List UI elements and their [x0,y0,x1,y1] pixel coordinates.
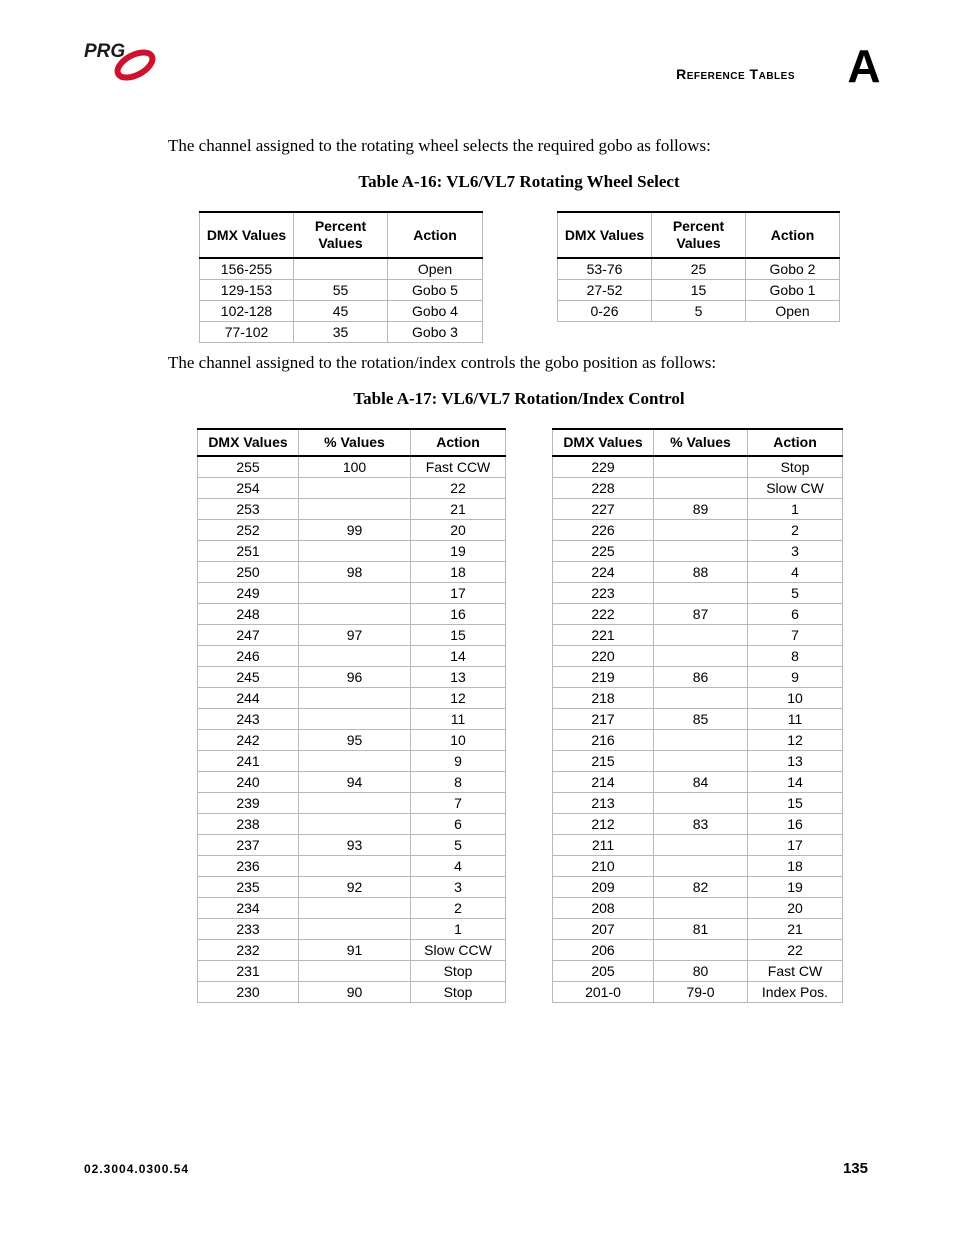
table-row [200,300,483,321]
percent-value-cell [654,519,748,540]
dmx-value-cell: 223 [553,582,654,603]
prg-logo [84,38,158,84]
dmx-value-cell: 243 [198,708,299,729]
action-cell: 14 [748,771,843,792]
dmx-value-cell: 207 [553,918,654,939]
table-row [553,960,843,981]
table-row [198,687,506,708]
action-cell: 12 [748,729,843,750]
table-row [198,750,506,771]
document-number: 02.3004.0300.54 [84,1162,190,1176]
table-row [553,750,843,771]
table-row [553,582,843,603]
table-row [200,279,483,300]
action-cell: 19 [748,876,843,897]
action-cell: 2 [411,897,506,918]
percent-value-cell: 45 [294,300,388,321]
table-row [198,603,506,624]
percent-value-cell: 81 [654,918,748,939]
dmx-value-cell: 221 [553,624,654,645]
percent-value-cell [654,540,748,561]
column-header: Percent Values [652,212,746,258]
table-row [198,792,506,813]
table-row [198,834,506,855]
table-row [553,540,843,561]
table-row [553,918,843,939]
action-cell: Stop [411,960,506,981]
dmx-value-cell: 214 [553,771,654,792]
percent-value-cell: 95 [299,729,411,750]
dmx-value-cell: 224 [553,561,654,582]
table-row [553,876,843,897]
percent-value-cell [299,813,411,834]
percent-value-cell [299,855,411,876]
percent-value-cell [299,708,411,729]
action-cell: 16 [411,603,506,624]
percent-value-cell: 86 [654,666,748,687]
table-row [553,456,843,477]
table-row [553,981,843,1002]
action-cell: 5 [411,834,506,855]
action-cell: 20 [411,519,506,540]
dmx-value-cell: 231 [198,960,299,981]
percent-value-cell [299,645,411,666]
table-row [198,498,506,519]
dmx-value-cell: 218 [553,687,654,708]
action-cell: 2 [748,519,843,540]
action-cell: 10 [411,729,506,750]
action-cell: 12 [411,687,506,708]
percent-value-cell [654,939,748,960]
dmx-value-cell: 255 [198,456,299,477]
action-cell: 5 [748,582,843,603]
action-cell: 7 [411,792,506,813]
action-cell: Gobo 3 [388,321,483,342]
section-title: Reference Tables [676,66,795,82]
table-16-caption: Table A-16: VL6/VL7 Rotating Wheel Select [358,172,680,191]
action-cell: 1 [411,918,506,939]
percent-value-cell [654,624,748,645]
table-16-left [199,211,483,343]
dmx-value-cell: 217 [553,708,654,729]
table-row [553,477,843,498]
action-cell: 11 [411,708,506,729]
dmx-value-cell: 220 [553,645,654,666]
dmx-value-cell: 238 [198,813,299,834]
page-number: 135 [842,1160,868,1177]
table-row [198,540,506,561]
action-cell: 16 [748,813,843,834]
dmx-value-cell: 77-102 [200,321,294,342]
dmx-value-cell: 201-0 [553,981,654,1002]
table-row [553,603,843,624]
percent-value-cell [654,855,748,876]
table-row [198,771,506,792]
table-row [198,939,506,960]
action-cell: 18 [411,561,506,582]
table-row [198,897,506,918]
percent-value-cell: 91 [299,939,411,960]
dmx-value-cell: 226 [553,519,654,540]
dmx-value-cell: 228 [553,477,654,498]
table-row [553,519,843,540]
dmx-value-cell: 209 [553,876,654,897]
column-header: DMX Values [553,429,654,456]
percent-value-cell [299,792,411,813]
percent-value-cell: 99 [299,519,411,540]
action-cell: 4 [411,855,506,876]
dmx-value-cell: 249 [198,582,299,603]
table-row [553,708,843,729]
dmx-value-cell: 129-153 [200,279,294,300]
percent-value-cell: 79-0 [654,981,748,1002]
percent-value-cell [299,897,411,918]
percent-value-cell: 92 [299,876,411,897]
table-17-left [197,428,506,1003]
table-row [198,624,506,645]
dmx-value-cell: 248 [198,603,299,624]
dmx-value-cell: 27-52 [558,279,652,300]
dmx-value-cell: 0-26 [558,300,652,321]
action-cell: 9 [748,666,843,687]
action-cell: 8 [411,771,506,792]
action-cell: 17 [411,582,506,603]
action-cell: 17 [748,834,843,855]
action-cell: 15 [411,624,506,645]
action-cell: Gobo 5 [388,279,483,300]
action-cell: 4 [748,561,843,582]
table-row [198,645,506,666]
dmx-value-cell: 244 [198,687,299,708]
percent-value-cell [299,687,411,708]
percent-value-cell [654,792,748,813]
action-cell: 21 [748,918,843,939]
percent-value-cell [654,456,748,477]
table-row [200,258,483,279]
percent-value-cell: 96 [299,666,411,687]
appendix-letter: A [847,40,881,92]
column-header: Percent Values [294,212,388,258]
percent-value-cell [654,750,748,771]
percent-value-cell [654,729,748,750]
action-cell: Gobo 1 [746,279,840,300]
percent-value-cell: 93 [299,834,411,855]
action-cell: 10 [748,687,843,708]
percent-value-cell [654,477,748,498]
action-cell: 6 [411,813,506,834]
table-row [553,855,843,876]
percent-value-cell [299,582,411,603]
table-row [553,792,843,813]
percent-value-cell: 83 [654,813,748,834]
action-cell: Slow CCW [411,939,506,960]
dmx-value-cell: 212 [553,813,654,834]
column-header: DMX Values [198,429,299,456]
dmx-value-cell: 219 [553,666,654,687]
percent-value-cell: 80 [654,960,748,981]
action-cell: 20 [748,897,843,918]
percent-value-cell: 98 [299,561,411,582]
dmx-value-cell: 251 [198,540,299,561]
dmx-value-cell: 213 [553,792,654,813]
dmx-value-cell: 236 [198,855,299,876]
action-cell: Gobo 2 [746,258,840,279]
action-cell: Stop [411,981,506,1002]
dmx-value-cell: 240 [198,771,299,792]
action-cell: 14 [411,645,506,666]
column-header: Action [388,212,483,258]
percent-value-cell [299,498,411,519]
dmx-value-cell: 253 [198,498,299,519]
dmx-value-cell: 254 [198,477,299,498]
action-cell: 7 [748,624,843,645]
column-header: % Values [654,429,748,456]
logo-text: PRG [84,41,126,62]
dmx-value-cell: 234 [198,897,299,918]
percent-value-cell: 97 [299,624,411,645]
column-header: DMX Values [558,212,652,258]
percent-value-cell [299,918,411,939]
intro-paragraph-2: The channel assigned to the rotation/index controls the gobo position as follows: [168,353,717,372]
action-cell: 19 [411,540,506,561]
percent-value-cell: 100 [299,456,411,477]
percent-value-cell: 84 [654,771,748,792]
table-17-right [552,428,843,1003]
table-row [553,729,843,750]
table-row [198,876,506,897]
table-row [558,279,840,300]
dmx-value-cell: 210 [553,855,654,876]
table-row [553,939,843,960]
table-row [198,918,506,939]
action-cell: Open [746,300,840,321]
dmx-value-cell: 156-255 [200,258,294,279]
action-cell: 22 [748,939,843,960]
action-cell: 6 [748,603,843,624]
percent-value-cell: 55 [294,279,388,300]
dmx-value-cell: 205 [553,960,654,981]
table-16-right [557,211,840,322]
intro-paragraph-1: The channel assigned to the rotating wheel selects the required gobo as follows: [168,136,711,155]
percent-value-cell [299,540,411,561]
dmx-value-cell: 206 [553,939,654,960]
percent-value-cell [299,960,411,981]
action-cell: Index Pos. [748,981,843,1002]
percent-value-cell [654,687,748,708]
dmx-value-cell: 246 [198,645,299,666]
dmx-value-cell: 222 [553,603,654,624]
action-cell: Open [388,258,483,279]
percent-value-cell: 35 [294,321,388,342]
column-header: Action [748,429,843,456]
action-cell: 13 [411,666,506,687]
dmx-value-cell: 242 [198,729,299,750]
table-row [198,561,506,582]
table-row [553,771,843,792]
percent-value-cell [299,603,411,624]
action-cell: 22 [411,477,506,498]
percent-value-cell: 5 [652,300,746,321]
action-cell: 11 [748,708,843,729]
percent-value-cell: 88 [654,561,748,582]
action-cell: 1 [748,498,843,519]
table-row [553,834,843,855]
percent-value-cell [654,582,748,603]
percent-value-cell: 90 [299,981,411,1002]
action-cell: 8 [748,645,843,666]
percent-value-cell: 15 [652,279,746,300]
percent-value-cell [294,258,388,279]
table-row [553,813,843,834]
dmx-value-cell: 211 [553,834,654,855]
action-cell: 13 [748,750,843,771]
table-row [198,477,506,498]
percent-value-cell: 85 [654,708,748,729]
dmx-value-cell: 237 [198,834,299,855]
action-cell: 15 [748,792,843,813]
column-header: Action [411,429,506,456]
dmx-value-cell: 245 [198,666,299,687]
table-row [198,666,506,687]
action-cell: Fast CW [748,960,843,981]
column-header: Action [746,212,840,258]
action-cell: 3 [411,876,506,897]
dmx-value-cell: 252 [198,519,299,540]
dmx-value-cell: 225 [553,540,654,561]
dmx-value-cell: 53-76 [558,258,652,279]
table-row [553,561,843,582]
column-header: DMX Values [200,212,294,258]
dmx-value-cell: 227 [553,498,654,519]
table-row [558,300,840,321]
table-row [198,519,506,540]
table-row [198,708,506,729]
percent-value-cell: 89 [654,498,748,519]
table-row [553,645,843,666]
dmx-value-cell: 232 [198,939,299,960]
action-cell: 18 [748,855,843,876]
action-cell: Slow CW [748,477,843,498]
percent-value-cell: 82 [654,876,748,897]
dmx-value-cell: 239 [198,792,299,813]
table-row [553,666,843,687]
dmx-value-cell: 208 [553,897,654,918]
dmx-value-cell: 215 [553,750,654,771]
percent-value-cell [654,834,748,855]
table-row [198,855,506,876]
table-row [558,258,840,279]
table-17-caption: Table A-17: VL6/VL7 Rotation/Index Control [353,389,685,408]
dmx-value-cell: 216 [553,729,654,750]
action-cell: 21 [411,498,506,519]
table-row [198,813,506,834]
percent-value-cell [299,477,411,498]
table-row [198,981,506,1002]
dmx-value-cell: 235 [198,876,299,897]
table-row [553,687,843,708]
table-row [200,321,483,342]
percent-value-cell: 94 [299,771,411,792]
table-row [553,897,843,918]
table-row [198,582,506,603]
action-cell: Stop [748,456,843,477]
table-row [198,960,506,981]
table-row [198,729,506,750]
dmx-value-cell: 241 [198,750,299,771]
dmx-value-cell: 250 [198,561,299,582]
dmx-value-cell: 229 [553,456,654,477]
action-cell: 9 [411,750,506,771]
percent-value-cell: 87 [654,603,748,624]
column-header: % Values [299,429,411,456]
action-cell: Fast CCW [411,456,506,477]
percent-value-cell: 25 [652,258,746,279]
dmx-value-cell: 247 [198,624,299,645]
dmx-value-cell: 102-128 [200,300,294,321]
table-row [198,456,506,477]
percent-value-cell [299,750,411,771]
table-row [553,624,843,645]
dmx-value-cell: 233 [198,918,299,939]
dmx-value-cell: 230 [198,981,299,1002]
percent-value-cell [654,645,748,666]
action-cell: 3 [748,540,843,561]
percent-value-cell [654,897,748,918]
table-row [553,498,843,519]
action-cell: Gobo 4 [388,300,483,321]
